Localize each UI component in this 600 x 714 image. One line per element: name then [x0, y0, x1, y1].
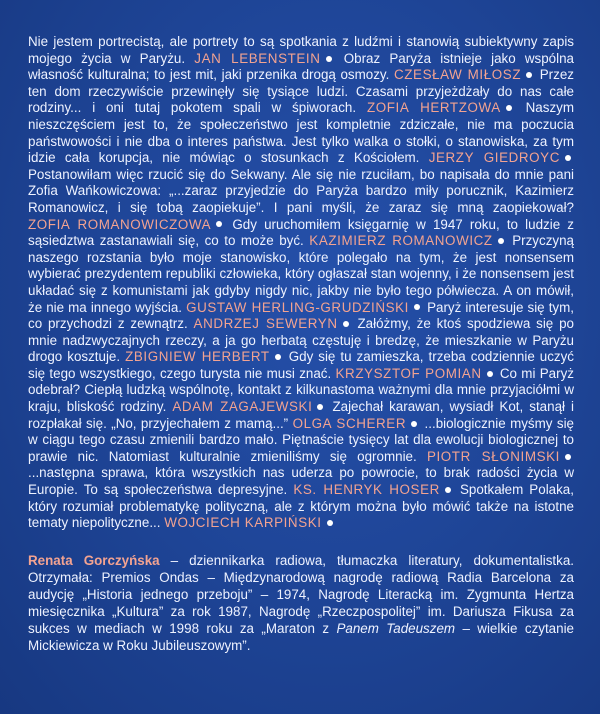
quote-text: Załóżmy, że ktoś spodziewa się po mnie nadzwyczajnych rzeczy, a ja go herbatą częstuję i bredzę, że mieszkanie w Paryżu drogo kosztuje.	[28, 316, 574, 365]
back-cover	[28, 34, 574, 654]
quote-text: Spotkałem Polaka, który rozumiał problematykę polityczną, ale z którym można było mówić także na istotne tematy niepolityczne...	[28, 482, 574, 531]
quote-author: KAZIMIERZ ROMANOWICZ	[309, 233, 493, 249]
quote-text: Nie jestem portrecistą, ale portrety to są spotkania z ludźmi i stanowią subiektywny zapis mojego życia w Paryżu.	[28, 34, 574, 66]
quote-text: Przyczyną naszego rozstania było moje stanowisko, które polegało na tym, że jest nonsensem wybierać prezydentem republiki człowieka, który ogłaszał stan wojenny, i że nonsensem jest układać się z komunistami jak gdyby nigdy nic, jakby nie było tego półwiecza. A on mówił, że nie ma innego wyjścia.	[28, 233, 574, 315]
bullet-dot-icon	[506, 105, 512, 111]
quote-text: Postanowiłam więc rzucić się do Sekwany. Ale się nie rzuciłam, bo napisała do mnie pani Zofia Wańkowiczowa: „...zaraz przyjedzie do Paryża bardzo miły porucznik, Kazimierz Romanowicz, i się tobą zaopiekuje”. I pani myśli, że zaraz się mną zaopiekował?	[28, 166, 574, 215]
quote-author: CZESŁAW MIŁOSZ	[393, 67, 522, 83]
quote-author: PIOTR SŁONIMSKI	[426, 448, 560, 464]
bullet-dot-icon	[498, 238, 504, 244]
quote-text: Naszym nieszczęściem jest to, że społeczeństwo jest kompletnie zdziczałe, nie ma poczucia państwowości i nie dba o interes państwa. Jest tylko walka o stołki, o stanowiska, za tym idzie cała korupcja, nie mówiąc o stosunkach z Kościołem.	[28, 100, 574, 166]
quote-author: JAN LEBENSTEIN	[194, 50, 321, 66]
bio-text-italic-title: Panem Tadeuszem	[336, 620, 456, 636]
bullet-dot-icon	[411, 421, 417, 427]
quote-author: ZOFIA ROMANOWICZOWA	[28, 216, 212, 232]
bio-author-name: Renata Gorczyńska	[28, 552, 160, 568]
quote-text: Gdy uruchomiłem księgarnię w 1947 roku, to ludzie z sąsiedztwa zastanawiali się, co to może być.	[28, 216, 575, 249]
bullet-dot-icon	[275, 354, 281, 360]
bio-text-part2: – wielkie czytanie Mickiewicza w Roku Jubileuszowym”.	[28, 620, 574, 653]
quote-author: JERZY GIEDROYC	[428, 150, 560, 166]
quote-text: Gdy się tu zamieszka, trzeba codziennie uczyć się tego wszystkiego, czego turysta nie musi znać.	[28, 349, 575, 381]
quote-author: ANDRZEJ SEWERYN	[193, 316, 338, 332]
author-bio	[28, 552, 574, 654]
quote-author: OLGA SCHERER	[292, 415, 407, 431]
bullet-dot-icon	[526, 72, 532, 78]
quote-text: ...biologicznie myśmy się w ciągu tego czasu zmienili bardzo mało. Piętnaście tysięcy lat dla ewolucji biologicznej to prawie nic. Natomiast kulturalnie zmieniliśmy się ogromnie.	[28, 415, 574, 464]
quote-author: KS. HENRYK HOSER	[293, 482, 440, 498]
quote-text: Obraz Paryża istnieje jako wspólna własność kulturalna; to jest mit, jaki przenika drogą osmozy.	[28, 50, 574, 83]
bio-text-part1: – dziennikarka radiowa, tłumaczka literatury, dokumentalistka. Otrzymała: Premios Ondas – Międzynarodową nagrodę radiową Radia Barcelona za audycję „Historia jednego przeboju” – 1974, Nagrodę Literacką im. Zygmunta Hertza miesięcznika „Kultura” za rok 1987, Nagrodę „Rzeczpospolitej” im. Dariusza Fikusa za sukces w mediach w 1998 roku za „Maraton z	[28, 552, 574, 636]
bullet-dot-icon	[216, 221, 222, 227]
quote-text: Co mi Paryż odebrał? Ciepłą ludzką wspólnotę, kontakt z kilkunastoma ważnymi dla mnie przyjaciółmi w kraju, bliskość rodziny.	[28, 365, 574, 415]
quote-author: ADAM ZAGAJEWSKI	[172, 399, 313, 415]
quote-author: ZBIGNIEW HERBERT	[125, 349, 270, 365]
quote-text: Przez ten dom rzeczywiście przewinęły się tysiące ludzi. Czasami przyjeżdżały do nas całe rodziny... i oni tutaj pokotem spali w śpiworach.	[28, 67, 574, 116]
quote-text: Paryż interesuje się tym, co przychodzi z zewnątrz.	[28, 299, 574, 332]
bullet-dot-icon	[326, 56, 332, 62]
quote-author: WOJCIECH KARPIŃSKI	[164, 515, 322, 531]
bullet-dot-icon	[445, 487, 451, 493]
quote-text: Zajechał karawan, wysiadł Kot, stanął i rozpłakał się. „No, przyjechałem z mamą...”	[28, 399, 574, 431]
bullet-dot-icon	[414, 304, 420, 310]
quote-text: ...następna sprawa, która wszystkich nas uderza po powrocie, to brak radości życia w Europie. To są społeczeństwa depresyjne.	[28, 465, 574, 498]
quote-author: KRZYSZTOF POMIAN	[335, 365, 482, 381]
bullet-dot-icon	[565, 454, 571, 460]
bullet-dot-icon	[565, 155, 571, 161]
bullet-dot-icon	[343, 321, 349, 327]
bullet-dot-icon	[317, 404, 323, 410]
bullet-dot-icon	[487, 371, 493, 377]
quote-author: GUSTAW HERLING-GRUDZIŃSKI	[186, 299, 409, 315]
quotes-paragraph	[28, 34, 574, 532]
bullet-dot-icon	[327, 520, 333, 526]
quote-author: ZOFIA HERTZOWA	[366, 100, 501, 116]
